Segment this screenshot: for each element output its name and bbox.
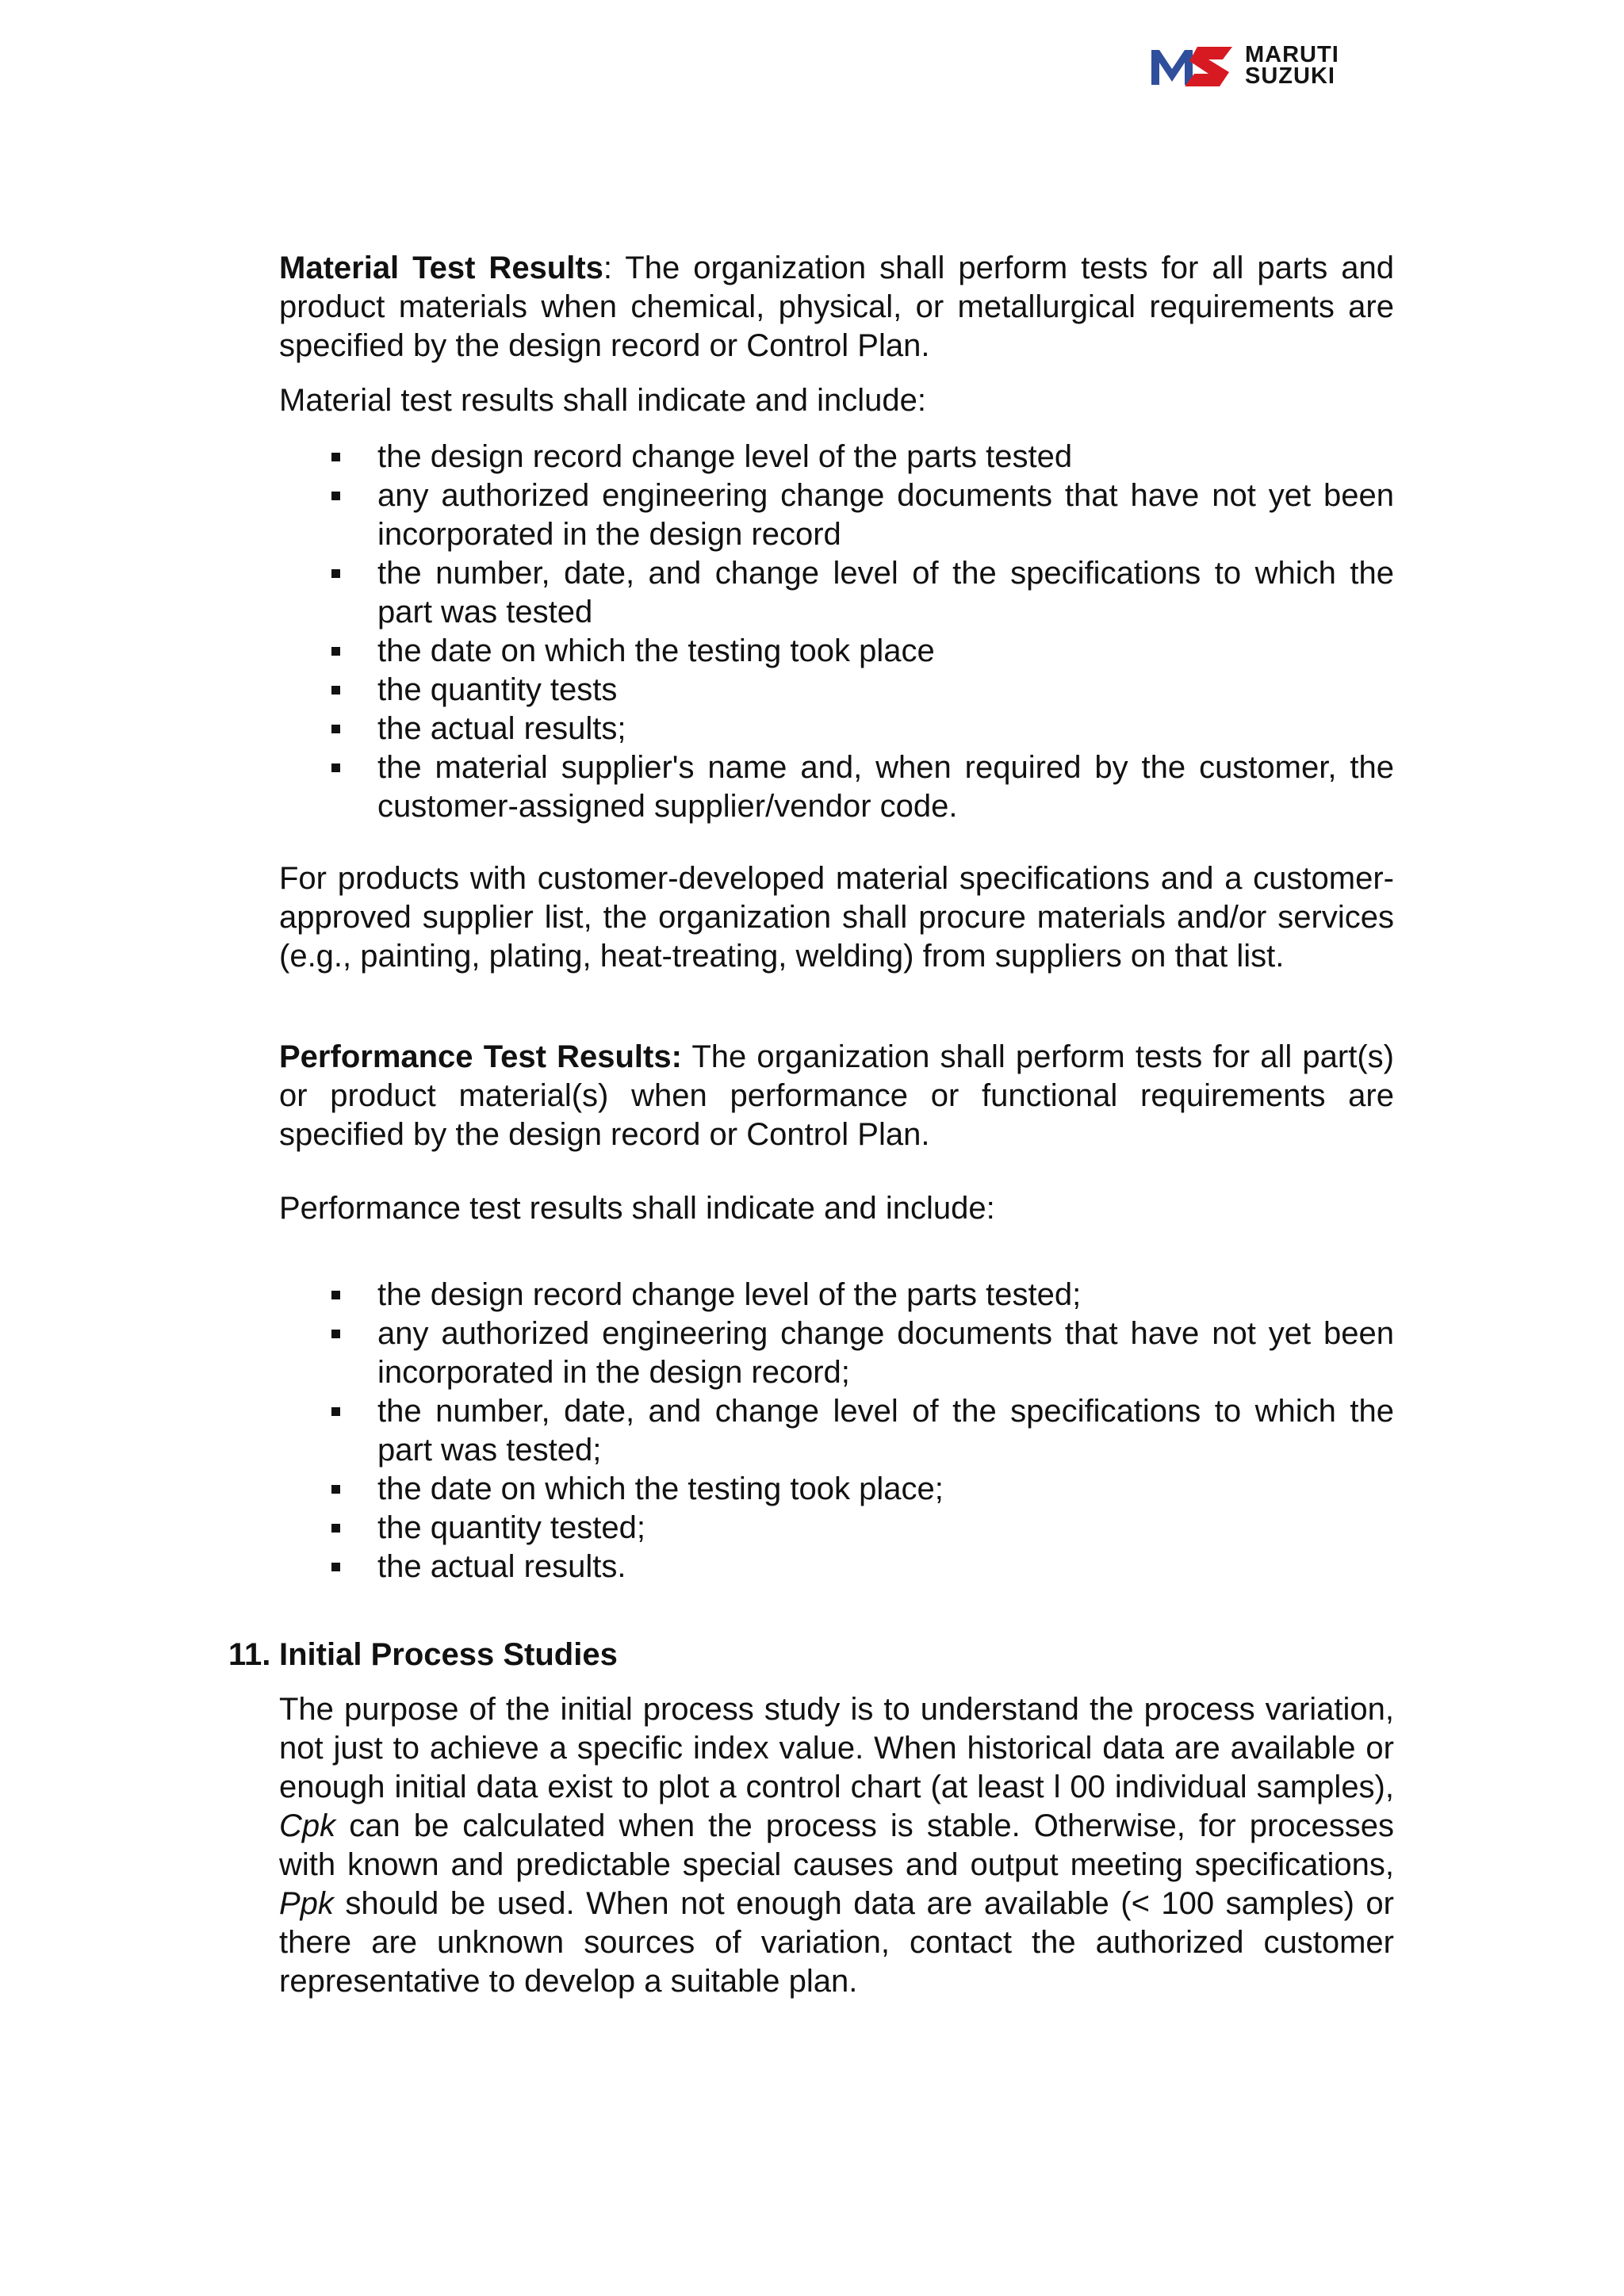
process-text-part-3: should be used. When not enough data are available (< 100 samples) or there are unknown sources of variation, contact the authorized customer representative to develop a suitable plan. <box>279 1886 1394 1999</box>
list-item: the date on which the testing took place; <box>279 1470 1394 1509</box>
process-text-part-1: The purpose of the initial process study is to understand the process variation, not just to achieve a specific index value. When historical data are available or enough initial data exist to plot a control chart (at least l 00 individual samples), <box>279 1692 1394 1804</box>
material-supplier-note: For products with customer-developed material specifications and a customer-approved supplier list, the organization shall procure materials and/or services (e.g., painting, plating, heat-treating, welding) from suppliers on that list. <box>279 861 1394 974</box>
brand-line-1: MARUTI <box>1245 42 1339 67</box>
list-item: the number, date, and change level of the specifications to which the part was tested <box>279 554 1394 632</box>
material-test-intro <box>279 249 1394 365</box>
brand-line-2: SUZUKI <box>1245 63 1335 89</box>
document-body <box>228 249 1394 2001</box>
list-item: the quantity tested; <box>279 1509 1394 1548</box>
material-test-intro-text: : The organization shall perform tests for all parts and product materials when chemical, physical, or metallurgical requirements are specified by the design record or Control Plan. <box>279 251 1394 363</box>
list-item: any authorized engineering change documents that have not yet been incorporated in the design record; <box>279 1314 1394 1392</box>
section-heading <box>228 1636 1394 1674</box>
list-item: the number, date, and change level of the specifications to which the part was tested; <box>279 1392 1394 1470</box>
section-number: 11. <box>228 1637 271 1672</box>
ppk-term: Ppk <box>279 1886 334 1921</box>
list-item: the quantity tests <box>279 671 1394 710</box>
suzuki-emblem-icon <box>1150 44 1239 88</box>
list-item: any authorized engineering change documents that have not yet been incorporated in the design record <box>279 476 1394 554</box>
performance-test-term: Performance Test Results: <box>279 1039 682 1074</box>
material-test-term: Material Test Results <box>279 251 603 285</box>
performance-test-intro <box>279 1038 1394 1154</box>
performance-test-list <box>279 1276 1394 1586</box>
list-item: the actual results; <box>279 710 1394 748</box>
list-item: the material supplier's name and, when required by the customer, the customer-assigned supplier/vendor code. <box>279 748 1394 826</box>
performance-test-lead: Performance test results shall indicate and include: <box>279 1191 995 1226</box>
process-study-text <box>279 1690 1394 2001</box>
cpk-term: Cpk <box>279 1808 336 1843</box>
process-text-part-2: can be calculated when the process is stable. Otherwise, for processes with known and predictable special causes and output meeting specifications, <box>279 1808 1394 1882</box>
list-item: the design record change level of the parts tested <box>279 438 1394 476</box>
maruti-suzuki-logo <box>1150 41 1391 90</box>
list-item: the date on which the testing took place <box>279 632 1394 671</box>
performance-test-intro-text: The organization shall perform tests for all part(s) or product material(s) when performance or functional requirements are specified by the design record or Control Plan. <box>279 1039 1394 1152</box>
material-test-list <box>279 438 1394 826</box>
material-test-lead: Material test results shall indicate and include: <box>279 383 926 418</box>
brand-wordmark <box>1245 44 1339 87</box>
list-item: the design record change level of the parts tested; <box>279 1276 1394 1314</box>
list-item: the actual results. <box>279 1548 1394 1586</box>
section-title: Initial Process Studies <box>279 1637 618 1672</box>
